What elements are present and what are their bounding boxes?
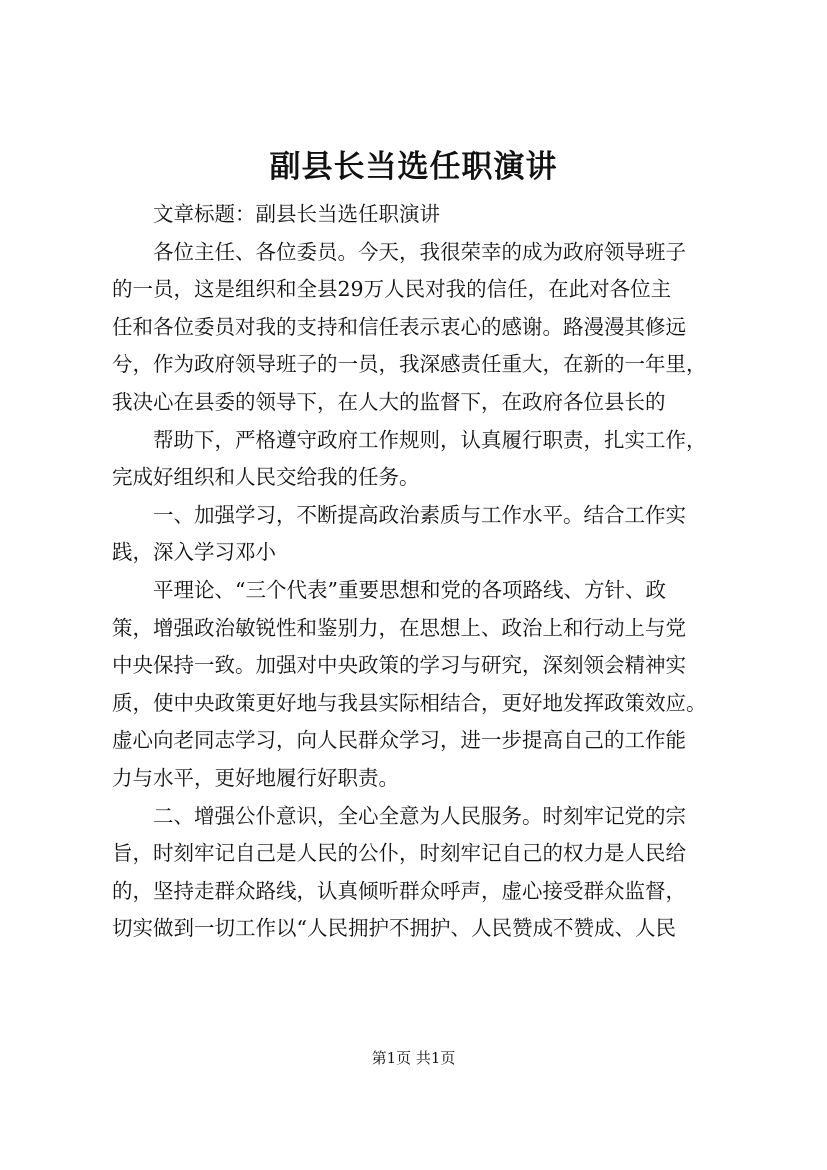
page-footer: 第1页 共1页 <box>371 1049 456 1067</box>
text-line: 一、加强学习，不断提高政治素质与工作水平。结合工作实 <box>153 502 686 527</box>
text-line: 帮助下，严格遵守政府工作规则，认真履行职责，扎实工作， <box>153 427 707 452</box>
text-line: 旨，时刻牢记自己是人民的公仆，时刻牢记自己的权力是人民给 <box>112 841 686 866</box>
text-line: 我决心在县委的领导下，在人大的监督下，在政府各位县长的 <box>112 389 666 414</box>
text-line: 切实做到一切工作以“人民拥护不拥护、人民赞成不赞成、人民 <box>112 916 676 941</box>
text-line: 完成好组织和人民交给我的任务。 <box>112 465 420 490</box>
text-line: 各位主任、各位委员。今天，我很荣幸的成为政府领导班子 <box>153 239 686 264</box>
text-line: 的，坚持走群众路线，认真倾听群众呼声，虚心接受群众监督， <box>112 878 686 903</box>
text-line: 中央保持一致。加强对中央政策的学习与研究，深刻领会精神实 <box>112 653 686 678</box>
text-line: 二、增强公仆意识，全心全意为人民服务。时刻牢记党的宗 <box>153 803 686 828</box>
text-line: 任和各位委员对我的支持和信任表示衷心的感谢。路漫漫其修远 <box>112 314 686 339</box>
text-line: 质，使中央政策更好地与我县实际相结合，更好地发挥政策效应。 <box>112 690 707 715</box>
text-line: 虚心向老同志学习，向人民群众学习，进一步提高自己的工作能 <box>112 728 686 753</box>
text-line: 策，增强政治敏锐性和鉴别力，在思想上、政治上和行动上与党 <box>112 615 686 640</box>
text-line: 的一员，这是组织和全县29万人民对我的信任，在此对各位主 <box>112 277 672 302</box>
text-line: 兮，作为政府领导班子的一员，我深感责任重大，在新的一年里， <box>112 352 707 377</box>
text-line: 文章标题：副县长当选任职演讲 <box>153 202 440 226</box>
text-line: 平理论、“三个代表”重要思想和党的各项路线、方针、政 <box>153 577 666 602</box>
text-line: 力与水平，更好地履行好职责。 <box>112 765 399 790</box>
document-title: 副县长当选任职演讲 <box>269 149 558 185</box>
text-line: 践，深入学习邓小 <box>112 540 276 565</box>
document-body <box>112 196 726 948</box>
